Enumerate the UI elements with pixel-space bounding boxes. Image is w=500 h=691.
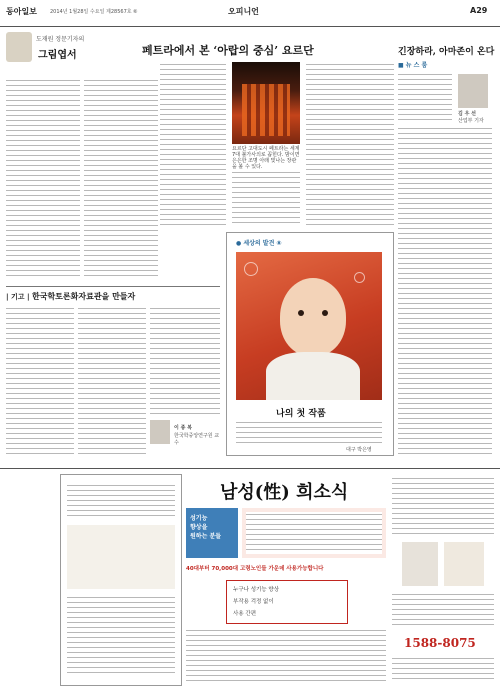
photo-title: 나의 첫 작품 [276, 409, 326, 419]
column-body-1 [6, 78, 80, 278]
ad-stat-line: 40대부터 70,000대 고령노인들 가운데 사용가능합니다 [186, 566, 324, 572]
column-title: 그림엽서 [38, 50, 77, 61]
page-number: A29 [470, 6, 488, 15]
ad-bullet: 누구나 성기능 향상 [233, 587, 280, 593]
baby-clothes [266, 352, 360, 400]
column-kicker: 도재원 정문기자의 [36, 36, 85, 43]
petra-facade [242, 84, 290, 136]
bubble [244, 262, 258, 276]
ad-right-text [392, 476, 494, 536]
section-title: 오피니언 [228, 7, 259, 16]
ad-right-panel [392, 476, 494, 684]
newspaper-logo: 동아일보 [6, 6, 37, 16]
contribution-body-1 [6, 306, 74, 456]
contributor-portrait [150, 420, 170, 444]
photo-description [236, 420, 382, 446]
contribution-label: | 기고 | [6, 293, 30, 301]
contribution-headline: 한국학토론화자료관을 만들자 [32, 291, 136, 301]
baby-photo [236, 252, 382, 400]
ad-side-panel [60, 474, 182, 686]
contributor-role: 한국학중앙연구원 교수 [174, 433, 220, 446]
column-header [6, 32, 88, 74]
ad-headline: 남성(性) 희소식 [220, 482, 349, 503]
author-portrait [6, 32, 32, 62]
photo-caption: 요르단 고대도시 페트라는 세계 7대 불가사의로 꼽힌다. 밤이면 은은한 조명 아래 빛나는 장관을 볼 수 있다. [232, 146, 300, 170]
contributor-name: 이 종 복 [174, 425, 192, 431]
ad-bullets [226, 580, 348, 624]
reporter-portrait [458, 74, 488, 108]
ad-side-image [67, 525, 175, 589]
petra-photo [232, 62, 300, 144]
column-body-2 [84, 78, 158, 278]
baby-face [280, 278, 346, 356]
ad-divider [0, 468, 500, 469]
photo-feature-label: ● 세상의 발견 ⑧ [236, 240, 282, 247]
main-body-left [160, 62, 226, 226]
page-header [0, 0, 500, 27]
ad-bullet: 사용 간편 [233, 611, 257, 617]
contribution-body-2 [78, 306, 146, 456]
issue-date: 2014년 1월28일 수요일 제28567호 ⑥ [50, 9, 138, 15]
baby-eye-left [298, 310, 304, 316]
contribution-body-3 [150, 306, 220, 418]
ad-main [186, 476, 386, 684]
ad-side-body [67, 595, 175, 677]
ad-copy-lines [246, 512, 382, 554]
ad-side-text [67, 483, 175, 517]
bubble [354, 272, 365, 283]
reporter-name: 김 우 선 [458, 111, 476, 117]
newsroom-label: ■ 뉴 스 룸 [398, 62, 428, 69]
ad-body-text [186, 628, 386, 682]
main-body-middle [232, 170, 300, 226]
right-body-top [398, 72, 452, 120]
right-headline: 긴장하라, 아마존이 온다 [398, 47, 495, 57]
ad-phone[interactable]: 1588-8075 [404, 636, 476, 650]
ad-target-box: 성기능 향상을 원하는 분들 [186, 508, 238, 558]
photo-credit: 대구 박은영 [346, 447, 372, 453]
ad-copy-area [242, 508, 386, 558]
ad-product-image [402, 542, 438, 586]
ad-certificate-image [444, 542, 484, 586]
baby-eye-right [322, 310, 328, 316]
divider [6, 286, 220, 287]
main-headline: 페트라에서 본 ‘아랍의 중심’ 요르단 [142, 44, 314, 57]
main-body-right [306, 62, 394, 226]
reporter-role: 산업부 기자 [458, 118, 484, 124]
ad-right-body [392, 592, 494, 628]
ad-bullet: 부작용 걱정 없이 [233, 599, 274, 605]
ad-right-footer [392, 656, 494, 680]
right-body [398, 126, 492, 456]
